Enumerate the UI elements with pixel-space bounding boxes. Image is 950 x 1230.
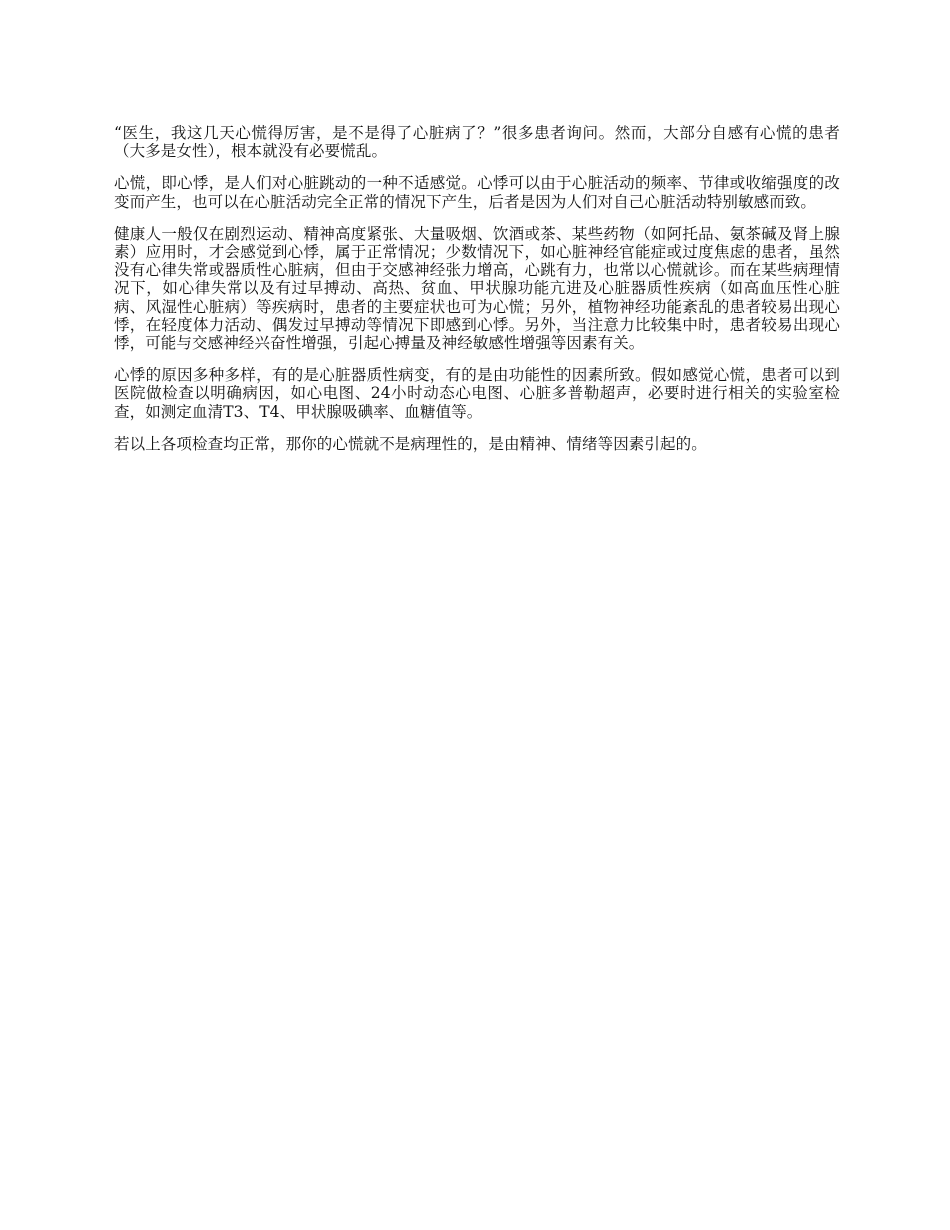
paragraph-5: 若以上各项检查均正常，那你的心慌就不是病理性的，是由精神、情绪等因素引起的。 <box>114 434 707 453</box>
paragraph-3: 健康人一般仅在剧烈运动、精神高度紧张、大量吸烟、饮酒或茶、某些药物（如阿托品、氨茶碱及肾上腺素）应用时，才会感觉到心悸，属于正常情况；少数情况下，如心脏神经官能症或过度焦虑的患者，虽然没有心律失常或器质性心脏病，但由于交感神经张力增高，心跳有力，也常以心慌就诊。而在某些病理情况下，如心律失常以及有过早搏动、高热、贫血、甲状腺功能亢进及心脏器质性疾病（如高血压性心脏病、风湿性心脏病）等疾病时，患者的主要症状也可为心慌；另外，植物神经功能紊乱的患者较易出现心悸，在轻度体力活动、偶发过早搏动等情况下即感到心悸。另外，当注意力比较集中时，患者较易出现心悸，可能与交感神经兴奋性增强，引起心搏量及神经敏感性增强等因素有关。 <box>114 224 840 353</box>
paragraph-2: 心慌，即心悸，是人们对心脏跳动的一种不适感觉。心悸可以由于心脏活动的频率、节律或收缩强度的改变而产生，也可以在心脏活动完全正常的情况下产生，后者是因为人们对自己心脏活动特别敏感而致。 <box>114 174 840 211</box>
document-body <box>114 124 840 467</box>
paragraph-1: “医生，我这几天心慌得厉害，是不是得了心脏病了？”很多患者询问。然而，大部分自感有心慌的患者（大多是女性），根本就没有必要慌乱。 <box>114 124 840 161</box>
paragraph-4: 心悸的原因多种多样，有的是心脏器质性病变，有的是由功能性的因素所致。假如感觉心慌，患者可以到医院做检查以明确病因，如心电图、24小时动态心电图、心脏多普勒超声，必要时进行相关的实验室检查，如测定血清T3、T4、甲状腺吸碘率、血糖值等。 <box>114 366 840 421</box>
